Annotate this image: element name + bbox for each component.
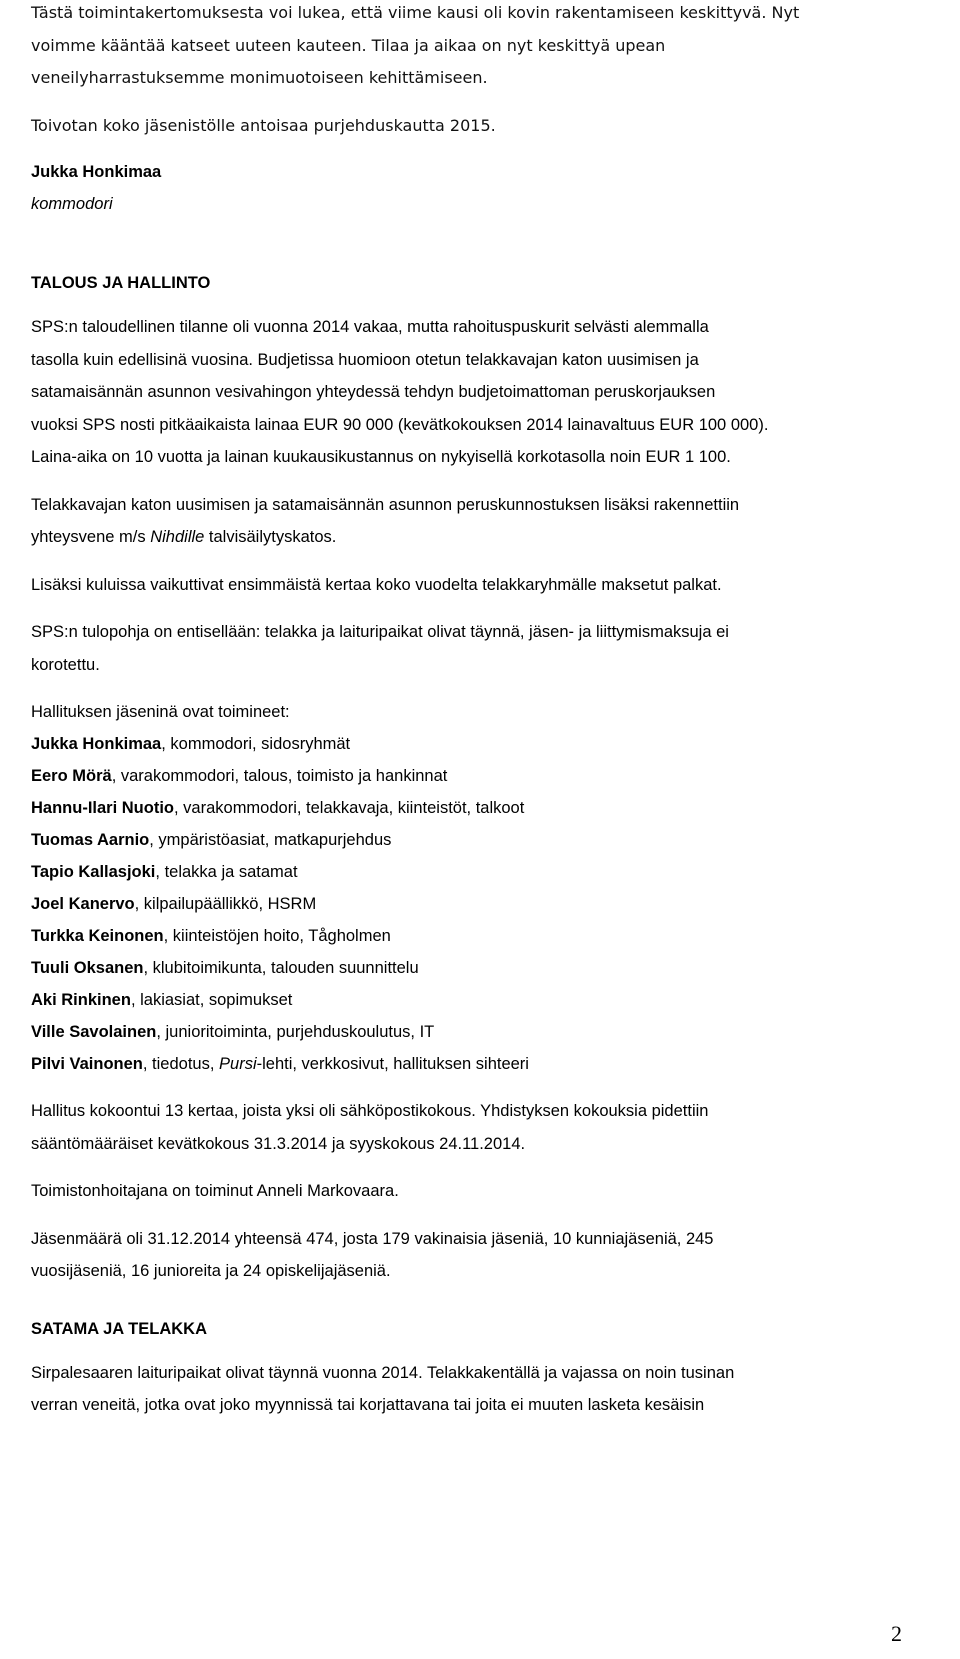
board-member-role: , varakommodori, telakkavaja, kiinteistöt, talkoot [174,799,525,817]
board-member-name: Tuuli Oksanen [31,959,144,977]
signature-title: kommodori [31,195,113,213]
magazine-name: Pursi [219,1055,257,1073]
satama-paragraph: Sirpalesaaren laituripaikat olivat täynnä vuonna 2014. Telakkakentällä ja vajassa on noin tusinan verran veneitä, jotka ovat joko myynnissä tai korjattavana tai joita ei muuten lasketa kesäisin [31,1363,735,1414]
board-intro: Hallituksen jäseninä ovat toimineet: [31,703,290,721]
board-member [31,760,921,792]
meetings-paragraph: Hallitus kokoontui 13 kertaa, joista yksi oli sähköpostikokous. Yhdistyksen kokouksia pidettiin sääntömääräiset kevätkokous 31.3.2014 ja syyskokous 24.11.2014. [31,1102,709,1153]
board-member-role: , kilpailupäällikkö, HSRM [134,895,317,913]
membership-paragraph: Jäsenmäärä oli 31.12.2014 yhteensä 474, josta 179 vakinaisia jäseniä, 10 kunniajäseniä, 245 vuosijäseniä, 16 junioreita ja 24 opiskelijajäseniä. [31,1229,714,1280]
intro-line: voimme kääntää katseet uuteen kauteen. Tilaa ja aikaa on nyt keskittyä upean [31,35,666,55]
signature-name: Jukka Honkimaa [31,163,162,181]
board-member [31,728,921,760]
board-member-name: Tuomas Aarnio [31,831,150,849]
talous-paragraph-2: Telakkavajan katon uusimisen ja satamaisännän asunnon peruskunnostuksen lisäksi rakennettiin yhteysvene m/s Nihdille talvisäilytyskatos. [31,495,740,546]
boat-name: Nihdille [150,528,205,546]
board-member-name: Hannu-Ilari Nuotio [31,799,174,817]
document-page [31,0,921,1422]
board-member [31,984,921,1016]
board-member: Pilvi Vainonen, tiedotus, Pursi-lehti, verkkosivut, hallituksen sihteeri [31,1055,529,1073]
talous-paragraph-4: SPS:n tulopohja on entisellään: telakka ja laituripaikat olivat täynnä, jäsen- ja liittymismaksuja ei korotettu. [31,623,729,674]
board-member [31,824,921,856]
board-member-role: , kiinteistöjen hoito, Tågholmen [163,927,391,945]
board-member-role: , kommodori, sidosryhmät [161,735,351,753]
board-member-role: , varakommodori, talous, toimisto ja hankinnat [111,767,448,785]
intro-section [31,0,921,142]
board-member [31,856,921,888]
board-member-name: Aki Rinkinen [31,991,131,1009]
board-member-role: , lakiasiat, sopimukset [130,991,293,1009]
board-member-role: , telakka ja satamat [155,863,298,881]
board-member-name: Jukka Honkimaa [31,735,162,753]
talous-paragraph-3: Lisäksi kuluissa vaikuttivat ensimmäistä kertaa koko vuodelta telakkaryhmälle maksetut palkat. [31,575,722,594]
office-paragraph: Toimistonhoitajana on toiminut Anneli Markovaara. [31,1182,399,1200]
section-heading-satama: SATAMA JA TELAKKA [31,1319,207,1338]
board-member-name: Eero Mörä [31,767,112,785]
board-member-name: Tapio Kallasjoki [31,863,156,881]
intro-line: Tästä toimintakertomuksesta voi lukea, että viime kausi oli kovin rakentamiseen keskittyvä. Nyt [31,3,800,22]
board-member-role: , klubitoimikunta, talouden suunnittelu [143,959,419,977]
board-member-role: , junioritoiminta, purjehduskoulutus, IT [156,1023,435,1041]
page-number: 2 [891,1621,902,1646]
board-member [31,952,921,984]
board-member-name: Turkka Keinonen [31,927,164,945]
board-member [31,920,921,952]
board-member [31,792,921,824]
intro-wish: Toivotan koko jäsenistölle antoisaa purjehduskautta 2015. [31,115,496,135]
intro-line: veneilyharrastuksemme monimuotoiseen kehittämiseen. [31,68,488,87]
board-member [31,888,921,920]
talous-paragraph-1: SPS:n taloudellinen tilanne oli vuonna 2014 vakaa, mutta rahoituspuskurit selvästi alemmalla tasolla kuin edellisinä vuosina. Budjetissa huomioon otetun telakkavajan katon uusimisen ja satamaisännän asunnon vesivahingon yhteydessä tehdyn budjetoimattoman peruskorjauksen vuoksi SPS nosti pitkäaikaista lainaa EUR 90 000 (kevätkokouksen 2014 lainavaltuus EUR 100 000). Laina-aika on 10 vuotta ja lainan kuukausikustannus on nykyisellä korkotasolla noin EUR 1 100. [31,318,769,466]
board-member-role: , ympäristöasiat, matkapurjehdus [149,831,392,849]
board-member-name: Joel Kanervo [31,895,135,913]
board-member-name: Ville Savolainen [31,1023,157,1041]
board-member [31,1016,921,1048]
board-members-list [31,696,921,1080]
section-heading-talous: TALOUS JA HALLINTO [31,274,211,292]
